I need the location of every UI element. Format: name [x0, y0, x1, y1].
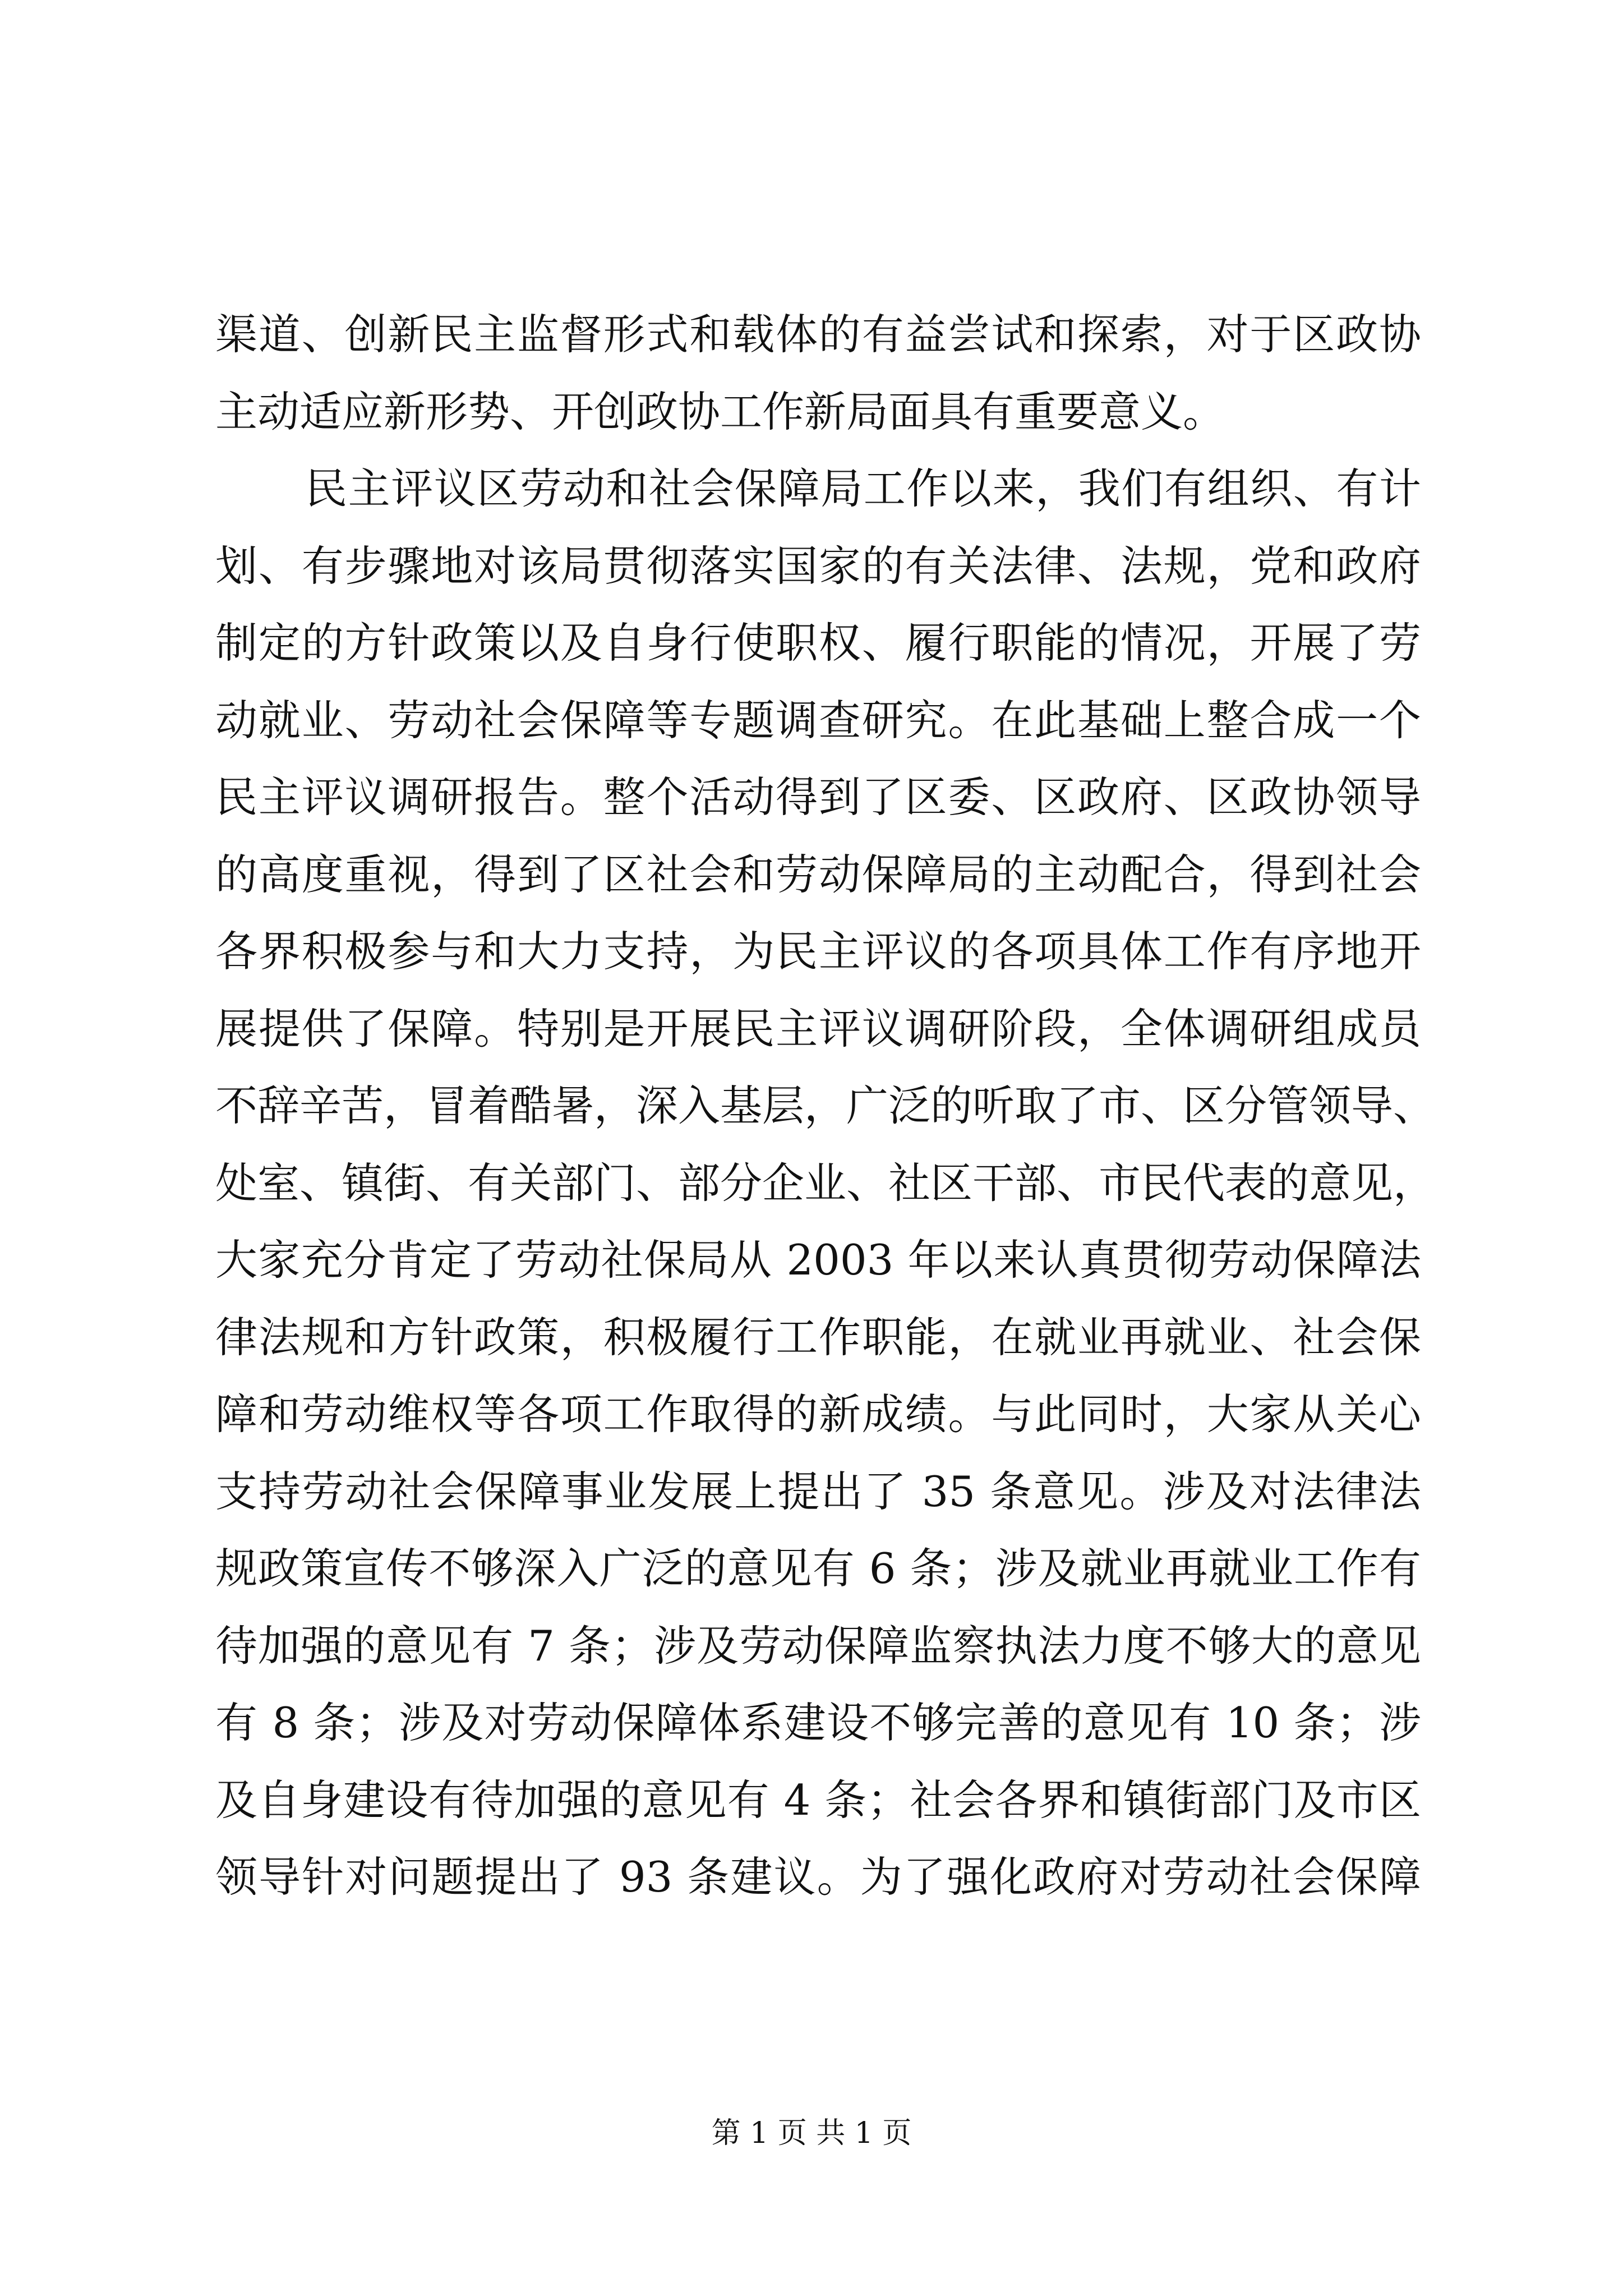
- text-line: 主动适应新形势、开创政协工作新局面具有重要意义。: [215, 386, 1225, 436]
- text-line: 制定的方针政策以及自身行使职权、履行职能的情况，开展了劳: [215, 618, 1421, 668]
- text-line: 障和劳动维权等各项工作取得的新成绩。与此同时，大家从关心: [215, 1389, 1421, 1439]
- text-line: 规政策宣传不够深入广泛的意见有 6 条；涉及就业再就业工作有: [215, 1544, 1421, 1593]
- text-line: 民主评议调研报告。整个活动得到了区委、区政府、区政协领导: [215, 772, 1421, 822]
- text-line: 及自身建设有待加强的意见有 4 条；社会各界和镇街部门及市区: [215, 1775, 1421, 1825]
- text-line: 动就业、劳动社会保障等专题调查研究。在此基础上整合成一个: [215, 695, 1421, 745]
- text-line: 展提供了保障。特别是开展民主评议调研阶段，全体调研组成员: [215, 1004, 1421, 1053]
- page-footer: [0, 2109, 1623, 2151]
- text-line: 渠道、创新民主监督形式和载体的有益尝试和探索，对于区政协: [215, 310, 1421, 359]
- text-line: 各界积极参与和大力支持，为民主评议的各项具体工作有序地开: [215, 927, 1421, 976]
- text-line: 领导针对问题提出了 93 条建议。为了强化政府对劳动社会保障: [215, 1852, 1421, 1902]
- text-line: 民主评议区劳动和社会保障局工作以来，我们有组织、有计: [305, 464, 1421, 513]
- page-number-label: 第 1 页 共 1 页: [711, 2116, 912, 2150]
- text-line: 待加强的意见有 7 条；涉及劳动保障监察执法力度不够大的意见: [215, 1621, 1421, 1671]
- text-line: 划、有步骤地对该局贯彻落实国家的有关法律、法规，党和政府: [215, 541, 1421, 591]
- text-line: 的高度重视，得到了区社会和劳动保障局的主动配合，得到社会: [215, 849, 1421, 899]
- document-body: [215, 296, 1436, 1916]
- text-line: 不辞辛苦，冒着酷暑，深入基层，广泛的听取了市、区分管领导、: [215, 1081, 1436, 1130]
- text-line: 有 8 条；涉及对劳动保障体系建设不够完善的意见有 10 条；涉: [215, 1698, 1421, 1747]
- text-line: 支持劳动社会保障事业发展上提出了 35 条意见。涉及对法律法: [215, 1466, 1421, 1516]
- text-line: 处室、镇街、有关部门、部分企业、社区干部、市民代表的意见，: [215, 1158, 1436, 1208]
- text-line: 律法规和方针政策，积极履行工作职能，在就业再就业、社会保: [215, 1312, 1421, 1362]
- text-line: 大家充分肯定了劳动社保局从 2003 年以来认真贯彻劳动保障法: [215, 1235, 1421, 1285]
